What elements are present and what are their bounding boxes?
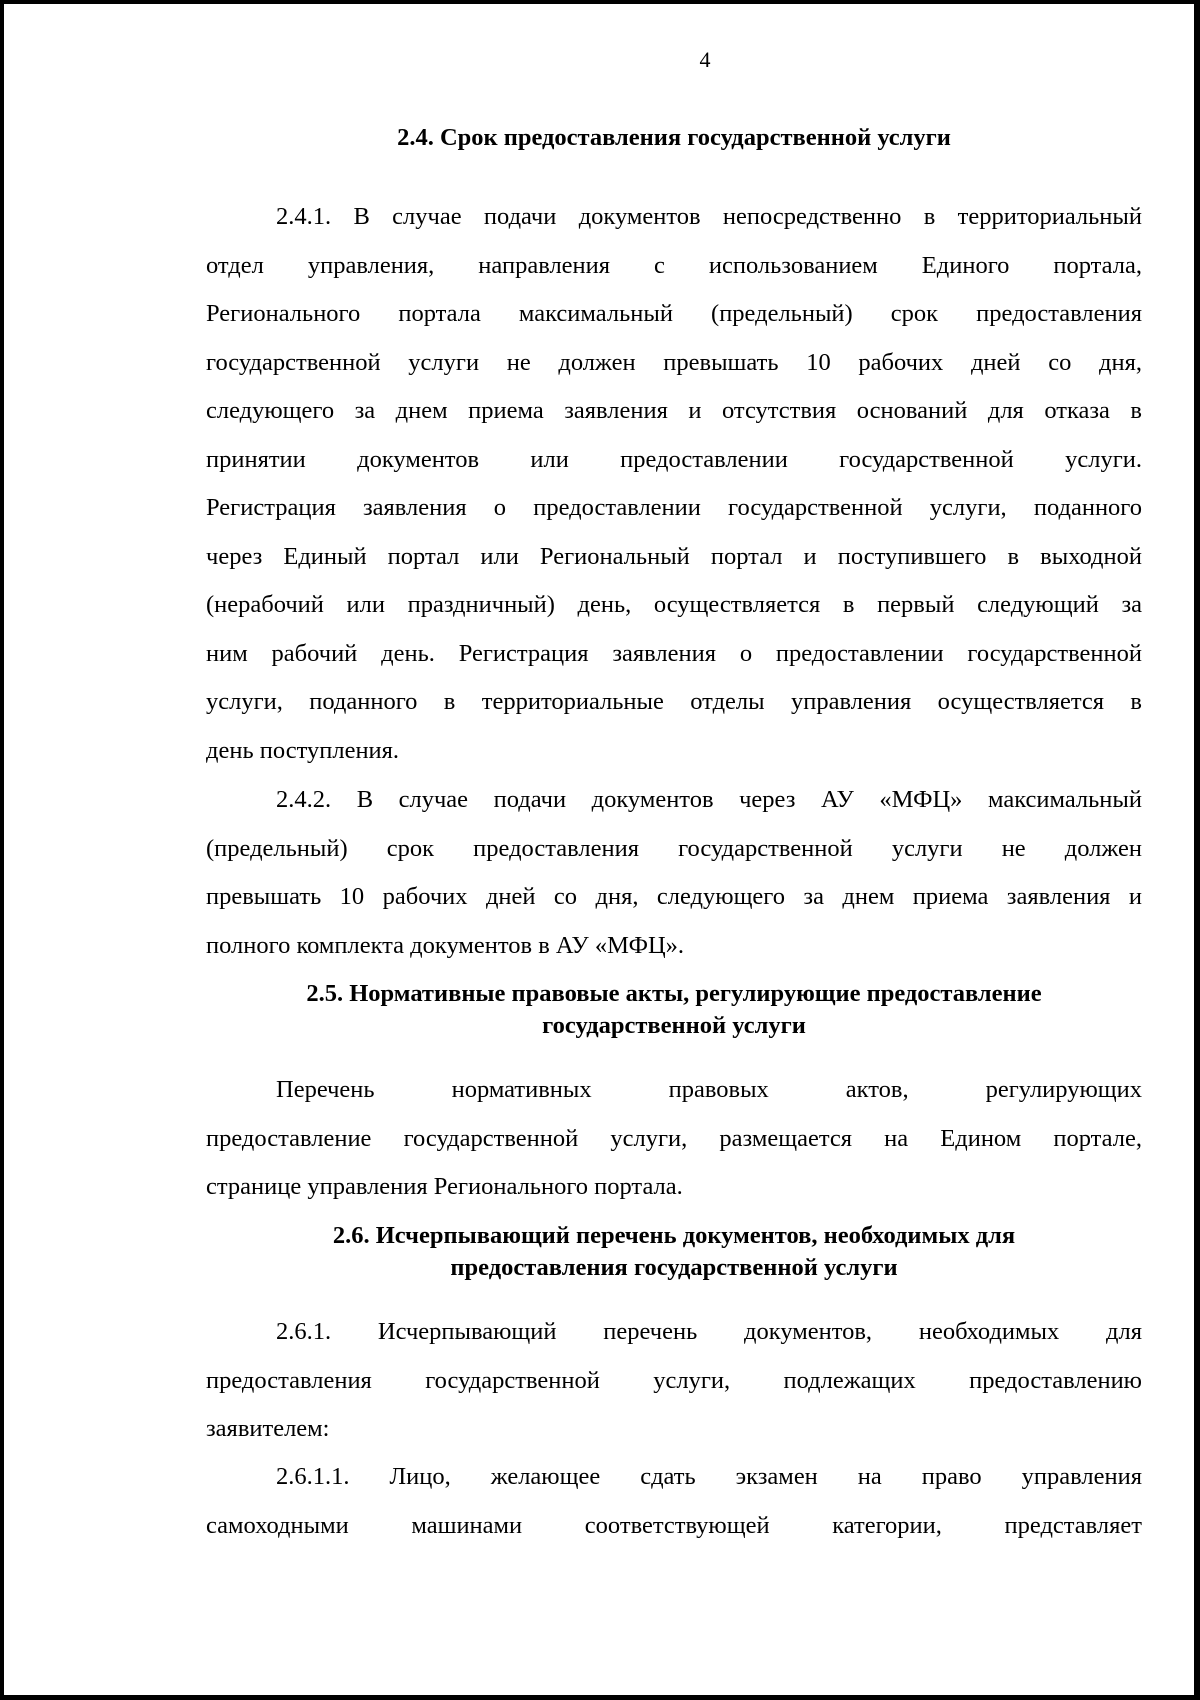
paragraph-line: 2.4.2. В случае подачи документов через АУ «МФЦ» максимальный bbox=[276, 786, 1142, 813]
paragraph-line: услуги, поданного в территориальные отделы управления осуществляется в bbox=[206, 688, 1142, 715]
paragraph-line: самоходными машинами соответствующей категории, представляет bbox=[206, 1511, 1142, 1539]
paragraph-line: (предельный) срок предоставления государственной услуги не должен bbox=[206, 834, 1142, 862]
section-2-5-heading bbox=[206, 978, 1142, 1042]
heading-line: предоставления государственной услуги bbox=[450, 1254, 898, 1281]
heading-line: государственной услуги bbox=[542, 1012, 806, 1039]
paragraph-line: ним рабочий день. Регистрация заявления о предоставлении государственной bbox=[206, 639, 1142, 667]
paragraph-line: Регионального портала максимальный (предельный) срок предоставления bbox=[206, 300, 1142, 327]
paragraph-line: заявителем: bbox=[206, 1415, 330, 1442]
section-2-4-2-paragraph bbox=[206, 776, 1142, 970]
section-2-6-1-paragraph bbox=[206, 1308, 1142, 1454]
paragraph-line: полного комплекта документов в АУ «МФЦ». bbox=[206, 931, 685, 959]
paragraph-line: государственной услуги не должен превышать 10 рабочих дней со дня, bbox=[206, 348, 1142, 376]
heading-line: 2.6. Исчерпывающий перечень документов, необходимых для bbox=[332, 1222, 1016, 1249]
section-2-6-heading bbox=[206, 1220, 1142, 1284]
paragraph-line: Перечень нормативных правовых актов, регулирующих bbox=[276, 1076, 1142, 1103]
paragraph-line: предоставления государственной услуги, подлежащих предоставлению bbox=[206, 1366, 1142, 1394]
heading-line: 2.5. Нормативные правовые акты, регулирующие предоставление bbox=[306, 980, 1042, 1007]
paragraph-line: 2.4.1. В случае подачи документов непосредственно в территориальный bbox=[276, 203, 1142, 230]
paragraph-line: через Единый портал или Региональный портал и поступившего в выходной bbox=[206, 542, 1142, 570]
paragraph-line: 2.6.1. Исчерпывающий перечень документов, необходимых для bbox=[276, 1318, 1142, 1345]
section-2-4-1-paragraph bbox=[206, 193, 1142, 775]
paragraph-line: день поступления. bbox=[206, 736, 400, 764]
paragraph-line: превышать 10 рабочих дней со дня, следующего за днем приема заявления и bbox=[206, 883, 1142, 910]
paragraph-line: странице управления Регионального портала. bbox=[206, 1173, 683, 1200]
paragraph-line: принятии документов или предоставлении государственной услуги. bbox=[206, 445, 1142, 473]
section-2-5-paragraph bbox=[206, 1066, 1142, 1212]
paragraph-line: следующего за днем приема заявления и отсутствия оснований для отказа в bbox=[206, 397, 1142, 424]
paragraph-line: предоставление государственной услуги, размещается на Едином портале, bbox=[206, 1124, 1142, 1152]
page-number: 4 bbox=[699, 47, 711, 72]
paragraph-line: Регистрация заявления о предоставлении государственной услуги, поданного bbox=[206, 494, 1142, 521]
section-2-4-heading: 2.4. Срок предоставления государственной услуги bbox=[397, 124, 951, 151]
section-2-6-1-1-paragraph bbox=[206, 1453, 1142, 1550]
paragraph-line: (нерабочий или праздничный) день, осуществляется в первый следующий за bbox=[206, 591, 1142, 618]
paragraph-line: отдел управления, направления с использованием Единого портала, bbox=[206, 251, 1142, 279]
paragraph-line: 2.6.1.1. Лицо, желающее сдать экзамен на право управления bbox=[276, 1463, 1142, 1490]
